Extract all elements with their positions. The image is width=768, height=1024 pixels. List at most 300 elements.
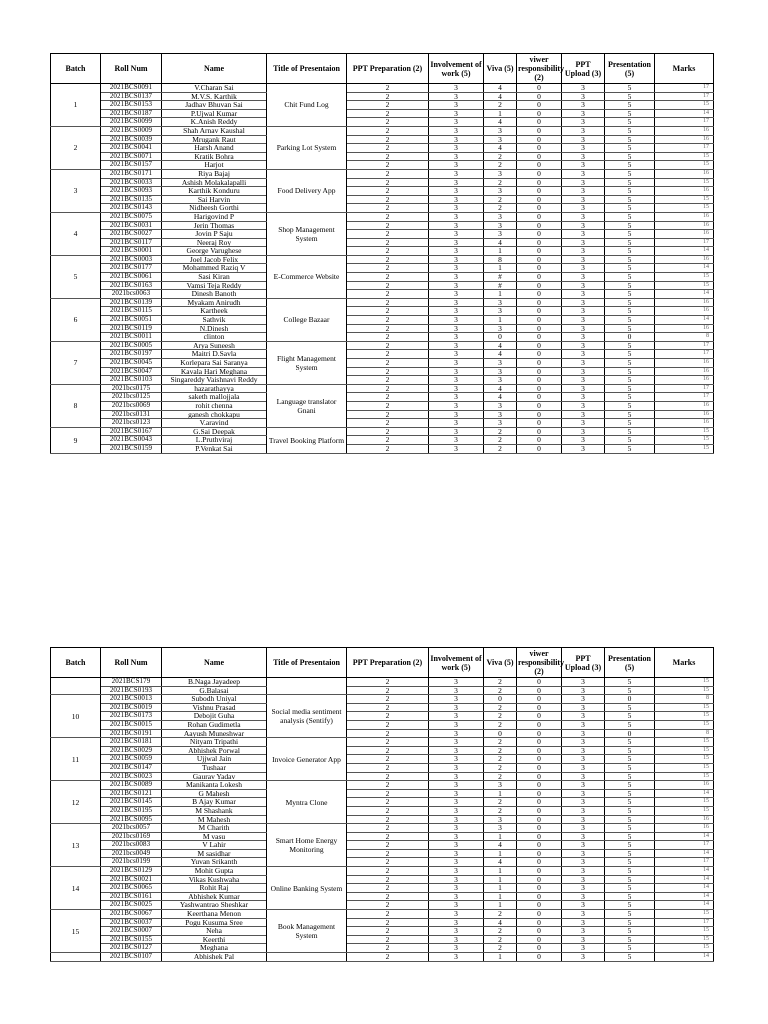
marks-cell: 14 [655, 290, 714, 299]
viewer-cell: 0 [517, 316, 562, 325]
table-row [51, 84, 714, 93]
roll-cell: 2021BCS0075 [101, 212, 162, 221]
roll-cell: 2021BCS179 [101, 678, 162, 687]
viewer-cell: 0 [517, 384, 562, 393]
name-cell: M vasu [162, 832, 267, 841]
ppt-cell: 2 [347, 953, 429, 962]
ppt-cell: 2 [347, 849, 429, 858]
marks-cell: 17 [655, 144, 714, 153]
table-row [51, 824, 714, 833]
involvement-cell: 3 [429, 444, 484, 453]
presentation-cell: 5 [605, 789, 655, 798]
presentation-cell: 5 [605, 273, 655, 282]
viva-cell: 2 [484, 712, 517, 721]
upload-cell: 3 [562, 178, 605, 187]
viewer-cell: 0 [517, 376, 562, 385]
upload-cell: 3 [562, 152, 605, 161]
marks-cell: 16 [655, 221, 714, 230]
viva-cell: 2 [484, 944, 517, 953]
viva-cell: 3 [484, 419, 517, 428]
table-row [51, 384, 714, 393]
roll-cell: 2021BCS0043 [101, 436, 162, 445]
name-cell: Sai Harvin [162, 195, 267, 204]
presentation-title-cell: Flight Management System [267, 341, 347, 384]
upload-cell: 3 [562, 686, 605, 695]
ppt-cell: 2 [347, 341, 429, 350]
ppt-cell: 2 [347, 264, 429, 273]
viva-cell: 1 [484, 901, 517, 910]
involvement-cell: 3 [429, 712, 484, 721]
name-cell: Mohammed Raziq V [162, 264, 267, 273]
viva-cell: 2 [484, 436, 517, 445]
viewer-cell: 0 [517, 806, 562, 815]
marks-cell: 15 [655, 935, 714, 944]
involvement-cell: 3 [429, 755, 484, 764]
viva-cell: 4 [484, 144, 517, 153]
involvement-cell: 3 [429, 686, 484, 695]
roll-cell: 2021BCS0047 [101, 367, 162, 376]
involvement-cell: 3 [429, 763, 484, 772]
viva-cell: 4 [484, 350, 517, 359]
ppt-cell: 2 [347, 367, 429, 376]
table-row [51, 359, 714, 368]
roll-cell: 2021BCS0009 [101, 126, 162, 135]
name-cell: Sasi Kiran [162, 273, 267, 282]
viewer-cell: 0 [517, 255, 562, 264]
involvement-cell: 3 [429, 832, 484, 841]
viewer-cell: 0 [517, 393, 562, 402]
upload-cell: 3 [562, 436, 605, 445]
roll-cell: 2021BCS0153 [101, 101, 162, 110]
batch-cell: 12 [51, 781, 101, 824]
table-row [51, 247, 714, 256]
marks-cell: 14 [655, 953, 714, 962]
involvement-cell: 3 [429, 290, 484, 299]
table-row [51, 712, 714, 721]
ppt-cell: 2 [347, 410, 429, 419]
ppt-cell: 2 [347, 401, 429, 410]
marks-cell: 14 [655, 109, 714, 118]
marks-sheet-bottom [50, 647, 713, 962]
ppt-cell: 2 [347, 101, 429, 110]
upload-cell: 3 [562, 230, 605, 239]
name-cell: Dinesh Banoth [162, 290, 267, 299]
name-cell: B.Naga Jayadeep [162, 678, 267, 687]
ppt-cell: 2 [347, 806, 429, 815]
upload-cell: 3 [562, 101, 605, 110]
marks-cell: 16 [655, 307, 714, 316]
involvement-cell: 3 [429, 678, 484, 687]
table-row [51, 161, 714, 170]
ppt-cell: 2 [347, 204, 429, 213]
presentation-cell: 5 [605, 118, 655, 127]
presentation-cell: 5 [605, 178, 655, 187]
viva-cell: 1 [484, 316, 517, 325]
col-batch-header: Batch [51, 648, 101, 678]
involvement-cell: 3 [429, 144, 484, 153]
marks-cell: 8 [655, 729, 714, 738]
table-row [51, 789, 714, 798]
viva-cell: 1 [484, 832, 517, 841]
ppt-cell: 2 [347, 695, 429, 704]
roll-cell: 2021bcs0069 [101, 401, 162, 410]
presentation-cell: 5 [605, 686, 655, 695]
upload-cell: 3 [562, 419, 605, 428]
marks-cell: 15 [655, 204, 714, 213]
ppt-cell: 2 [347, 789, 429, 798]
viewer-cell: 0 [517, 169, 562, 178]
col-roll-header: Roll Num [101, 54, 162, 84]
involvement-cell: 3 [429, 875, 484, 884]
marks-cell: 16 [655, 298, 714, 307]
table-row [51, 798, 714, 807]
viewer-cell: 0 [517, 152, 562, 161]
roll-cell: 2021BCS0071 [101, 152, 162, 161]
presentation-cell: 5 [605, 419, 655, 428]
col-roll-header: Roll Num [101, 648, 162, 678]
presentation-cell: 5 [605, 92, 655, 101]
marks-sheet-top [50, 53, 713, 454]
presentation-cell: 5 [605, 867, 655, 876]
upload-cell: 3 [562, 678, 605, 687]
presentation-cell: 5 [605, 944, 655, 953]
ppt-cell: 2 [347, 393, 429, 402]
involvement-cell: 3 [429, 384, 484, 393]
marks-cell: 16 [655, 126, 714, 135]
table-row [51, 884, 714, 893]
table-row [51, 178, 714, 187]
viewer-cell: 0 [517, 729, 562, 738]
upload-cell: 3 [562, 703, 605, 712]
viva-cell: 1 [484, 290, 517, 299]
roll-cell: 2021BCS0161 [101, 892, 162, 901]
presentation-cell: 5 [605, 841, 655, 850]
viva-cell: 0 [484, 333, 517, 342]
table-row [51, 763, 714, 772]
roll-cell: 2021BCS0191 [101, 729, 162, 738]
viewer-cell: 0 [517, 918, 562, 927]
viva-cell: 2 [484, 763, 517, 772]
roll-cell: 2021BCS0051 [101, 316, 162, 325]
col-ppt-header: PPT Preparation (2) [347, 54, 429, 84]
marks-cell: 17 [655, 118, 714, 127]
viewer-cell: 0 [517, 436, 562, 445]
marks-cell: 16 [655, 367, 714, 376]
marks-cell: 14 [655, 264, 714, 273]
upload-cell: 3 [562, 144, 605, 153]
involvement-cell: 3 [429, 281, 484, 290]
viewer-cell: 0 [517, 247, 562, 256]
table-row [51, 401, 714, 410]
involvement-cell: 3 [429, 135, 484, 144]
table-row [51, 135, 714, 144]
col-name-header: Name [162, 54, 267, 84]
viva-cell: 1 [484, 884, 517, 893]
marks-cell: 14 [655, 875, 714, 884]
presentation-cell: 5 [605, 247, 655, 256]
name-cell: Ashish Molakalapalli [162, 178, 267, 187]
ppt-cell: 2 [347, 772, 429, 781]
viva-cell: 4 [484, 918, 517, 927]
ppt-cell: 2 [347, 703, 429, 712]
name-cell: Manikanta Lokesh [162, 781, 267, 790]
name-cell: Yashwantrao Sheshkar [162, 901, 267, 910]
viewer-cell: 0 [517, 944, 562, 953]
marks-cell: 15 [655, 755, 714, 764]
upload-cell: 3 [562, 935, 605, 944]
presentation-cell: 5 [605, 849, 655, 858]
upload-cell: 3 [562, 410, 605, 419]
marks-cell: 15 [655, 798, 714, 807]
viewer-cell: 0 [517, 84, 562, 93]
marks-table [50, 647, 714, 962]
name-cell: Vikas Kushwaha [162, 875, 267, 884]
presentation-title-cell: Invoice Generator App [267, 738, 347, 781]
presentation-cell: 5 [605, 858, 655, 867]
marks-cell: 16 [655, 781, 714, 790]
presentation-cell: 5 [605, 281, 655, 290]
viva-cell: 3 [484, 187, 517, 196]
presentation-title-cell: Parking Lot System [267, 126, 347, 169]
col-upload-header: PPT Upload (3) [562, 648, 605, 678]
presentation-cell: 5 [605, 875, 655, 884]
table-row [51, 806, 714, 815]
name-cell: Kartheek [162, 307, 267, 316]
viewer-cell: 0 [517, 953, 562, 962]
viewer-cell: 0 [517, 678, 562, 687]
involvement-cell: 3 [429, 695, 484, 704]
presentation-title-cell [267, 953, 347, 962]
col-presentation-header: Presentation (5) [605, 648, 655, 678]
table-row [51, 204, 714, 213]
table-row [51, 281, 714, 290]
ppt-cell: 2 [347, 427, 429, 436]
presentation-cell: 5 [605, 298, 655, 307]
marks-cell: 14 [655, 247, 714, 256]
viva-cell: 2 [484, 152, 517, 161]
viewer-cell: 0 [517, 290, 562, 299]
ppt-cell: 2 [347, 901, 429, 910]
involvement-cell: 3 [429, 376, 484, 385]
upload-cell: 3 [562, 376, 605, 385]
viva-cell: 3 [484, 324, 517, 333]
viva-cell: 4 [484, 858, 517, 867]
table-row [51, 867, 714, 876]
upload-cell: 3 [562, 238, 605, 247]
upload-cell: 3 [562, 746, 605, 755]
roll-cell: 2021BCS0015 [101, 720, 162, 729]
col-title-header: Title of Presentaion [267, 54, 347, 84]
ppt-cell: 2 [347, 118, 429, 127]
batch-cell: 5 [51, 255, 101, 298]
ppt-cell: 2 [347, 333, 429, 342]
viewer-cell: 0 [517, 341, 562, 350]
ppt-cell: 2 [347, 678, 429, 687]
roll-cell: 2021BCS0163 [101, 281, 162, 290]
table-row [51, 264, 714, 273]
name-cell: M Mahesh [162, 815, 267, 824]
presentation-cell: 5 [605, 712, 655, 721]
name-cell: Maitri D.Savla [162, 350, 267, 359]
ppt-cell: 2 [347, 436, 429, 445]
presentation-cell: 5 [605, 290, 655, 299]
presentation-title-cell: Chit Fund Log [267, 84, 347, 127]
upload-cell: 3 [562, 918, 605, 927]
ppt-cell: 2 [347, 892, 429, 901]
presentation-cell: 5 [605, 901, 655, 910]
roll-cell: 2021BCS0171 [101, 169, 162, 178]
table-row [51, 436, 714, 445]
involvement-cell: 3 [429, 204, 484, 213]
name-cell: Abhishek Kumar [162, 892, 267, 901]
involvement-cell: 3 [429, 789, 484, 798]
roll-cell: 2021BCS0089 [101, 781, 162, 790]
involvement-cell: 3 [429, 212, 484, 221]
involvement-cell: 3 [429, 247, 484, 256]
ppt-cell: 2 [347, 824, 429, 833]
upload-cell: 3 [562, 281, 605, 290]
col-title-header: Title of Presentaion [267, 648, 347, 678]
roll-cell: 2021BCS0195 [101, 806, 162, 815]
viewer-cell: 0 [517, 695, 562, 704]
upload-cell: 3 [562, 401, 605, 410]
table-row [51, 918, 714, 927]
name-cell: George Varughese [162, 247, 267, 256]
marks-cell: 15 [655, 738, 714, 747]
table-row [51, 686, 714, 695]
roll-cell: 2021BCS0129 [101, 867, 162, 876]
table-row [51, 393, 714, 402]
viewer-cell: 0 [517, 884, 562, 893]
name-cell: ganesh chokkapu [162, 410, 267, 419]
presentation-title-cell: Travel Booking Platform [267, 427, 347, 453]
batch-cell [51, 678, 101, 695]
viewer-cell: 0 [517, 204, 562, 213]
name-cell: M Charith [162, 824, 267, 833]
name-cell: Harigovind P [162, 212, 267, 221]
table-row [51, 109, 714, 118]
name-cell: Nidheesh Gorthi [162, 204, 267, 213]
involvement-cell: 3 [429, 255, 484, 264]
involvement-cell: 3 [429, 824, 484, 833]
viewer-cell: 0 [517, 712, 562, 721]
marks-cell: 15 [655, 703, 714, 712]
upload-cell: 3 [562, 738, 605, 747]
upload-cell: 3 [562, 927, 605, 936]
viewer-cell: 0 [517, 367, 562, 376]
table-row [51, 729, 714, 738]
ppt-cell: 2 [347, 746, 429, 755]
table-row [51, 230, 714, 239]
batch-cell: 7 [51, 341, 101, 384]
upload-cell: 3 [562, 384, 605, 393]
marks-cell: 16 [655, 187, 714, 196]
ppt-cell: 2 [347, 781, 429, 790]
table-row [51, 126, 714, 135]
roll-cell: 2021BCS0159 [101, 444, 162, 453]
upload-cell: 3 [562, 264, 605, 273]
viva-cell: 3 [484, 815, 517, 824]
involvement-cell: 3 [429, 350, 484, 359]
viva-cell: 2 [484, 935, 517, 944]
name-cell: V Lahir [162, 841, 267, 850]
roll-cell: 2021BCS0039 [101, 135, 162, 144]
marks-cell: 16 [655, 212, 714, 221]
viewer-cell: 0 [517, 187, 562, 196]
roll-cell: 2021BCS0157 [101, 161, 162, 170]
roll-cell: 2021BCS0025 [101, 901, 162, 910]
viewer-cell: 0 [517, 92, 562, 101]
ppt-cell: 2 [347, 359, 429, 368]
col-presentation-header: Presentation (5) [605, 54, 655, 84]
marks-cell: 16 [655, 255, 714, 264]
presentation-cell: 5 [605, 678, 655, 687]
batch-cell: 9 [51, 427, 101, 453]
viva-cell: 1 [484, 264, 517, 273]
viva-cell: 3 [484, 410, 517, 419]
roll-cell: 2021BCS0139 [101, 298, 162, 307]
viva-cell: 1 [484, 247, 517, 256]
ppt-cell: 2 [347, 910, 429, 919]
col-upload-header: PPT Upload (3) [562, 54, 605, 84]
viewer-cell: 0 [517, 273, 562, 282]
marks-cell: 17 [655, 238, 714, 247]
ppt-cell: 2 [347, 152, 429, 161]
roll-cell: 2021BCS0005 [101, 341, 162, 350]
batch-cell: 3 [51, 169, 101, 212]
involvement-cell: 3 [429, 410, 484, 419]
table-row [51, 927, 714, 936]
roll-cell: 2021BCS0121 [101, 789, 162, 798]
batch-cell: 13 [51, 824, 101, 867]
name-cell: Joel Jacob Felix [162, 255, 267, 264]
viewer-cell: 0 [517, 221, 562, 230]
marks-cell: 15 [655, 161, 714, 170]
viva-cell: 3 [484, 230, 517, 239]
upload-cell: 3 [562, 772, 605, 781]
viva-cell: 3 [484, 169, 517, 178]
roll-cell: 2021BCS0135 [101, 195, 162, 204]
table-row [51, 832, 714, 841]
roll-cell: 2021BCS0177 [101, 264, 162, 273]
roll-cell: 2021BCS0115 [101, 307, 162, 316]
table-row [51, 324, 714, 333]
presentation-title-cell: College Bazaar [267, 298, 347, 341]
presentation-cell: 5 [605, 746, 655, 755]
presentation-cell: 5 [605, 126, 655, 135]
marks-cell: 15 [655, 712, 714, 721]
col-viewer-header: viwer responsibility (2) [518, 55, 565, 82]
marks-cell: 14 [655, 316, 714, 325]
upload-cell: 3 [562, 187, 605, 196]
name-cell: Mrugank Raut [162, 135, 267, 144]
ppt-cell: 2 [347, 307, 429, 316]
roll-cell: 2021BCS0117 [101, 238, 162, 247]
batch-cell: 14 [51, 867, 101, 910]
batch-cell: 4 [51, 212, 101, 255]
presentation-cell: 5 [605, 238, 655, 247]
roll-cell: 2021BCS0147 [101, 763, 162, 772]
marks-cell: 17 [655, 92, 714, 101]
ppt-cell: 2 [347, 230, 429, 239]
ppt-cell: 2 [347, 686, 429, 695]
upload-cell: 3 [562, 755, 605, 764]
presentation-cell: 5 [605, 152, 655, 161]
table-row [51, 427, 714, 436]
table-row [51, 144, 714, 153]
roll-cell: 2021BCS0033 [101, 178, 162, 187]
upload-cell: 3 [562, 359, 605, 368]
